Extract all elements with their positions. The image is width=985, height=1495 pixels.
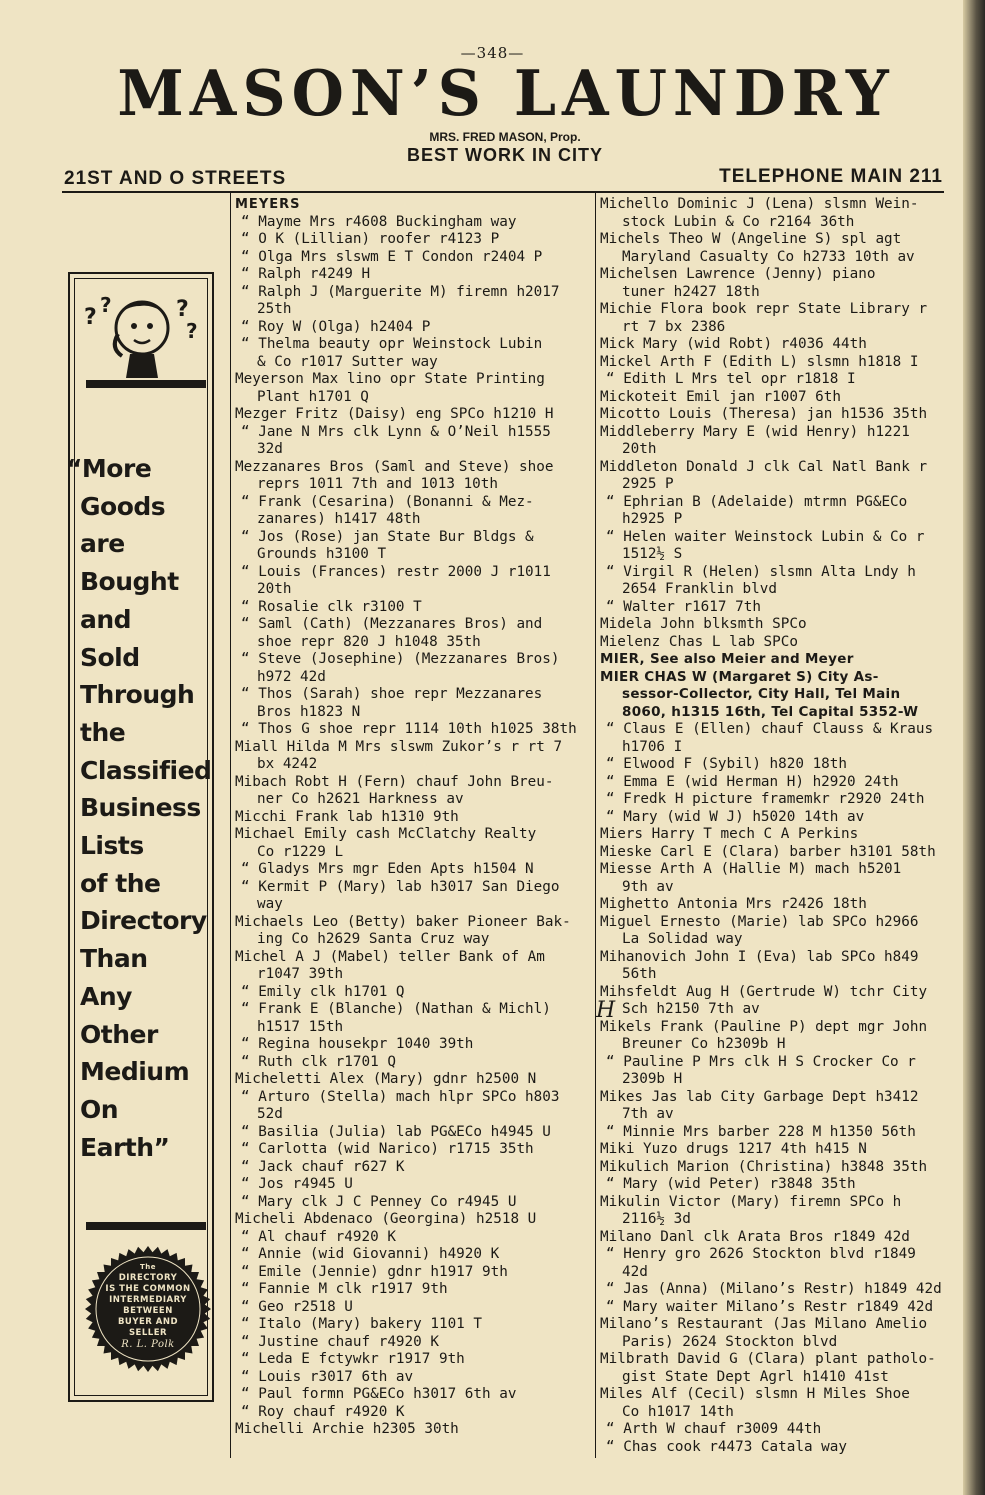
seal-line: INTERMEDIARY <box>109 1295 187 1305</box>
directory-entry-line: “ Mary waiter Milano’s Restr r1849 42d <box>606 1298 934 1315</box>
directory-entry-line: “ Thos (Sarah) shoe repr Mezzanares <box>241 686 543 702</box>
directory-entry-line: Miki Yuzo drugs 1217 4th h415 N <box>600 1141 867 1157</box>
handwritten-margin-mark: H <box>596 998 616 1023</box>
directory-entry-line: “ Leda E fctywkr r1917 9th <box>241 1351 465 1367</box>
directory-entry-line: 2309b H <box>622 1071 683 1087</box>
directory-entry-line: bx 4242 <box>257 756 318 772</box>
directory-entry-line: “ Roy W (Olga) h2404 P <box>241 318 431 335</box>
seal-signature: R. L. Polk <box>121 1339 175 1350</box>
directory-entry-line: “ Helen waiter Weinstock Lubin & Co r <box>606 528 925 545</box>
directory-entry-line: reprs 1011 7th and 1013 10th <box>257 476 499 492</box>
ad-divider-top <box>86 380 206 388</box>
directory-entry-line: Mibach Robt H (Fern) chauf John Breu- <box>235 773 554 790</box>
seal-line: BUYER AND SELLER <box>117 1317 179 1338</box>
directory-entry-line: Mickoteit Emil jan r1007 6th <box>600 388 842 405</box>
directory-entry-line: Mikulin Victor (Mary) firemn SPCo h <box>600 1193 902 1210</box>
ad-slogan-line: Goods <box>80 491 166 521</box>
directory-entry-line: zanares) h1417 48th <box>257 511 421 527</box>
advertiser-slogan: BEST WORK IN CITY <box>407 145 603 165</box>
directory-entry-line: Mikulich Marion (Christina) h3848 35th <box>600 1158 928 1175</box>
directory-entry-line: “ Thos G shoe repr 1114 10th h1025 38th <box>241 721 577 737</box>
ad-slogan-line: Business <box>80 793 201 823</box>
directory-entry-line: ner Co h2621 Harkness av <box>257 791 464 807</box>
directory-entry-line: “ Chas cook r4473 Catala way <box>606 1438 848 1455</box>
directory-entry-line: “ Fredk H picture framemkr r2920 24th <box>606 791 925 807</box>
directory-entry-line: Miguel Ernesto (Marie) lab SPCo h2966 <box>600 913 919 930</box>
directory-entry-line: 1512½ S <box>622 546 683 562</box>
directory-entry-line: Michel A J (Mabel) teller Bank of Am <box>235 948 545 965</box>
directory-entry-line: 20th <box>257 581 292 597</box>
directory-entry-line: “ Minnie Mrs barber 228 M h1350 56th <box>606 1123 916 1140</box>
ad-slogan-line: are <box>80 529 125 559</box>
column-divider-left <box>230 193 231 1458</box>
svg-text:?: ? <box>186 319 198 343</box>
directory-entry-line: Bros h1823 N <box>257 703 361 720</box>
directory-entry-line: Mighetto Antonia Mrs r2426 18th <box>600 896 867 912</box>
ad-slogan-line: Medium <box>80 1057 190 1087</box>
advertiser-address: 21ST AND O STREETS <box>64 168 287 189</box>
directory-entry-line: Miers Harry T mech C A Perkins <box>600 826 859 842</box>
directory-entry-line: shoe repr 820 J h1048 35th <box>257 633 481 650</box>
directory-entry-line: Plant h1701 Q <box>257 388 369 405</box>
directory-entry-line: “ Thelma beauty opr Weinstock Lubin <box>241 336 543 352</box>
directory-entry-line: Mickel Arth F (Edith L) slsmn h1818 I <box>600 353 919 370</box>
directory-entry-line: & Co r1017 Sutter way <box>257 353 438 370</box>
directory-entry-line: “ Jack chauf r627 K <box>241 1158 405 1175</box>
directory-entry-line: “ Ephrian B (Adelaide) mtrmn PG&ECo <box>606 493 908 510</box>
directory-entry-line: Micheletti Alex (Mary) gdnr h2500 N <box>235 1071 537 1087</box>
directory-entry-line: “ Edith L Mrs tel opr r1818 I <box>606 371 856 387</box>
directory-entry-line: “ Al chauf r4920 K <box>241 1228 396 1245</box>
directory-entry-line: “ Jos (Rose) jan State Bur Bldgs & <box>241 528 534 545</box>
directory-entry-line: 7th av <box>622 1106 674 1122</box>
directory-entry-line: Michello Dominic J (Lena) slsmn Wein- <box>600 196 919 212</box>
directory-entry-line: Micchi Frank lab h1310 9th <box>235 808 459 825</box>
ad-slogan-line: Earth” <box>80 1132 170 1162</box>
directory-entry-line: MIER, See also Meier and Meyer <box>600 651 854 667</box>
directory-entry-line: “ Arth W chauf r3009 44th <box>606 1421 822 1437</box>
seal-line: DIRECTORY <box>118 1273 178 1283</box>
directory-entry-line: “ Olga Mrs slswm E T Condon r2404 P <box>241 248 543 265</box>
directory-entry-line: “ Ruth clk r1701 Q <box>241 1053 396 1070</box>
directory-entry-line: Mihsfeldt Aug H (Gertrude W) tchr City <box>600 983 928 1000</box>
thinking-boy-illustration <box>80 286 204 394</box>
directory-entry-line: ing Co h2629 Santa Cruz way <box>257 931 490 947</box>
ad-slogan-line: Directory <box>80 906 207 936</box>
directory-entry-line: Co r1229 L <box>257 843 344 860</box>
directory-entry-line: “ Paul formn PG&ECo h3017 6th av <box>241 1386 517 1402</box>
directory-entry-line: 56th <box>622 966 657 982</box>
directory-entry-line: 52d <box>257 1106 283 1122</box>
directory-entry-line: Milbrath David G (Clara) plant patholo- <box>600 1351 936 1367</box>
directory-entry-line: “ Gladys Mrs mgr Eden Apts h1504 N <box>241 861 534 877</box>
ad-slogan-line: Any <box>80 981 132 1011</box>
directory-entry-line: Breuner Co h2309b H <box>622 1036 786 1052</box>
directory-entry-line: Grounds h3100 T <box>257 546 387 562</box>
directory-entry-line: “ Basilia (Julia) lab PG&ECo h4945 U <box>241 1123 551 1140</box>
directory-entry-line: Miesse Arth A (Hallie M) mach h5201 <box>600 861 902 877</box>
directory-entry-line: Mezger Fritz (Daisy) eng SPCo h1210 H <box>235 406 554 422</box>
directory-entry-line: Michels Theo W (Angeline S) spl agt <box>600 231 902 247</box>
directory-entry-line: Mielenz Chas L lab SPCo <box>600 633 798 650</box>
directory-entry-line: Mikels Frank (Pauline P) dept mgr John <box>600 1018 928 1035</box>
directory-entry-line: “ Emma E (wid Herman H) h2920 24th <box>606 773 899 790</box>
directory-entry-line: MIER CHAS W (Margaret S) City As- <box>600 668 879 685</box>
directory-entry-line: rt 7 bx 2386 <box>622 318 726 335</box>
directory-entry-line: Sch h2150 7th av <box>622 1001 760 1017</box>
directory-entry-line: “ Mary (wid Peter) r3848 35th <box>606 1176 856 1192</box>
directory-entry-line: “ Justine chauf r4920 K <box>241 1333 439 1350</box>
directory-entry-line: h1706 I <box>622 738 683 755</box>
directory-entry-line: stock Lubin & Co r2164 36th <box>622 213 855 230</box>
directory-entry-line: 2925 P <box>622 476 674 492</box>
directory-entry-line: Mikes Jas lab City Garbage Dept h3412 <box>600 1088 919 1105</box>
surname-header: MEYERS <box>235 197 301 212</box>
directory-entry-line: Michaels Leo (Betty) baker Pioneer Bak- <box>235 913 571 930</box>
directory-entry-line: “ Mary (wid W J) h5020 14th av <box>606 808 865 825</box>
directory-entry-line: “ Elwood F (Sybil) h820 18th <box>606 756 848 772</box>
ad-slogan-line: and <box>80 604 132 634</box>
directory-entry-line: Micheli Abdenaco (Georgina) h2518 U <box>235 1211 537 1227</box>
directory-entry-line: Maryland Casualty Co h2733 10th av <box>622 248 915 265</box>
directory-entry-line: way <box>257 896 283 912</box>
directory-entry-line: “ Jane N Mrs clk Lynn & O’Neil h1555 <box>241 423 551 440</box>
directory-entry-line: “ Mary clk J C Penney Co r4945 U <box>241 1193 517 1210</box>
directory-entry-line: “ Regina housekpr 1040 39th <box>241 1036 474 1052</box>
directory-entry-line: “ Kermit P (Mary) lab h3017 San Diego <box>241 878 560 895</box>
directory-entry-line: Midela John blksmth SPCo <box>600 616 807 632</box>
ad-slogan-line: “More <box>66 454 152 483</box>
directory-entry-line: Miles Alf (Cecil) slsmn H Miles Shoe <box>600 1386 910 1402</box>
ad-slogan-line: Bought <box>80 567 179 597</box>
directory-entry-line: Mezzanares Bros (Saml and Steve) shoe <box>235 458 554 475</box>
directory-entry-line: h1517 15th <box>257 1018 344 1035</box>
directory-entry-line: “ Claus E (Ellen) chauf Clauss & Kraus <box>606 721 934 737</box>
directory-entry-line: “ Mayme Mrs r4608 Buckingham way <box>241 213 517 230</box>
directory-entry-line: r1047 39th <box>257 966 344 982</box>
svg-text:?: ? <box>100 293 112 317</box>
directory-entry-line: “ Jas (Anna) (Milano’s Restr) h1849 42d <box>606 1281 942 1297</box>
directory-entry-line: 25th <box>257 301 292 317</box>
directory-entry-line: Micotto Louis (Theresa) jan h1536 35th <box>600 406 928 422</box>
directory-entry-line: Mihanovich John I (Eva) lab SPCo h849 <box>600 948 919 965</box>
directory-entry-line: “ Carlotta (wid Narico) r1715 35th <box>241 1141 534 1157</box>
ad-slogan-line: Lists <box>80 831 144 861</box>
directory-entry-line: “ Emily clk h1701 Q <box>241 983 405 1000</box>
ad-slogan-line: of the <box>80 868 161 898</box>
directory-entry-line: 8060, h1315 16th, Tel Capital 5352-W <box>622 703 919 720</box>
directory-entry-line: h972 42d <box>257 668 326 685</box>
directory-entry-line: La Solidad way <box>622 931 743 947</box>
ad-slogan-line: Than <box>80 944 148 974</box>
directory-entry-line: “ Jos r4945 U <box>241 1176 353 1192</box>
directory-entry-line: “ Pauline P Mrs clk H S Crocker Co r <box>606 1053 916 1070</box>
directory-entry-line: Michelli Archie h2305 30th <box>235 1421 459 1437</box>
directory-entry-line: “ Virgil R (Helen) slsmn Alta Lndy h <box>606 563 916 580</box>
directory-entry-line: Milano Danl clk Arata Bros r1849 42d <box>600 1228 910 1245</box>
directory-entry-line: “ Emile (Jennie) gdnr h1917 9th <box>241 1263 508 1280</box>
directory-entry-line: Milano’s Restaurant (Jas Milano Amelio <box>600 1316 928 1332</box>
directory-entry-line: Middleberry Mary E (wid Henry) h1221 <box>600 423 910 440</box>
listings-column-middle <box>235 196 590 1439</box>
directory-entry-line: “ Arturo (Stella) mach hlpr SPCo h803 <box>241 1088 560 1105</box>
directory-entry-line: Mieske Carl E (Clara) barber h3101 58th <box>600 843 936 860</box>
seal-line: BETWEEN <box>123 1306 173 1316</box>
directory-entry-line: 32d <box>257 441 283 457</box>
page-number: —348— <box>460 44 525 62</box>
directory-entry-line: Paris) 2624 Stockton blvd <box>622 1333 838 1350</box>
directory-entry-line: “ Rosalie clk r3100 T <box>241 598 422 615</box>
directory-entry-line: “ Louis r3017 6th av <box>241 1368 414 1385</box>
directory-entry-line: Middleton Donald J clk Cal Natl Bank r <box>600 458 928 475</box>
proprietor-line: MRS. FRED MASON, Prop. <box>429 130 581 144</box>
directory-entry-line: Michelsen Lawrence (Jenny) piano <box>600 266 876 282</box>
directory-entry-line: Co h1017 14th <box>622 1403 734 1420</box>
directory-entry-line: Mick Mary (wid Robt) r4036 44th <box>600 336 867 352</box>
directory-entry-line: sessor-Collector, City Hall, Tel Main <box>622 686 901 702</box>
directory-entry-line: “ O K (Lillian) roofer r4123 P <box>241 231 500 247</box>
directory-entry-line: Michie Flora book repr State Library r <box>600 301 928 317</box>
svg-text:?: ? <box>84 305 97 330</box>
seal-text <box>100 1262 196 1350</box>
listings-column-right <box>600 196 950 1456</box>
ad-slogan <box>66 450 212 1166</box>
ad-divider-bottom <box>86 1222 206 1230</box>
directory-entry-line: “ Frank (Cesarina) (Bonanni & Mez- <box>241 493 534 510</box>
directory-entry-line: “ Frank E (Blanche) (Nathan & Michl) <box>241 1001 551 1017</box>
ad-slogan-line: the <box>80 717 126 747</box>
directory-entry-line: “ Henry gro 2626 Stockton blvd r1849 <box>606 1246 916 1262</box>
seal-line: The <box>139 1263 156 1271</box>
directory-entry-line: 42d <box>622 1263 648 1280</box>
directory-entry-line: 2116½ 3d <box>622 1211 691 1227</box>
svg-text:?: ? <box>176 297 189 322</box>
seal-line: IS THE COMMON <box>105 1284 191 1294</box>
directory-entry-line: 9th av <box>622 878 674 895</box>
directory-entry-line: “ Annie (wid Giovanni) h4920 K <box>241 1246 500 1262</box>
directory-entry-line: “ Steve (Josephine) (Mezzanares Bros) <box>241 651 560 667</box>
directory-entry-line: gist State Dept Agrl h1410 41st <box>622 1368 889 1385</box>
book-binding-edge <box>963 0 985 1495</box>
directory-entry-line: h2925 P <box>622 511 683 527</box>
directory-entry-line: 2654 Franklin blvd <box>622 581 777 597</box>
ad-slogan-line: On <box>80 1094 119 1124</box>
column-divider-right <box>595 193 596 1458</box>
directory-entry-line: “ Italo (Mary) bakery 1101 T <box>241 1316 483 1332</box>
directory-entry-line: “ Ralph J (Marguerite M) firemn h2017 <box>241 283 560 300</box>
ad-slogan-line: Sold <box>80 642 140 672</box>
directory-entry-line: “ Saml (Cath) (Mezzanares Bros) and <box>241 616 543 632</box>
directory-entry-line: “ Roy chauf r4920 K <box>241 1403 405 1420</box>
directory-entry-line: “ Fannie M clk r1917 9th <box>241 1281 448 1297</box>
ad-slogan-line: Through <box>80 680 195 710</box>
ad-slogan-line: Other <box>80 1019 158 1049</box>
directory-entry-line: “ Walter r1617 7th <box>606 598 761 615</box>
directory-entry-line: “ Louis (Frances) restr 2000 J r1011 <box>241 563 551 580</box>
directory-entry-line: Michael Emily cash McClatchy Realty <box>235 826 537 842</box>
advertiser-title: MASON’S LAUNDRY <box>117 57 895 131</box>
directory-entry-line: “ Ralph r4249 H <box>241 266 371 282</box>
directory-entry-line: tuner h2427 18th <box>622 283 760 300</box>
advertiser-telephone: TELEPHONE MAIN 211 <box>719 166 943 187</box>
directory-entry-line: Miall Hilda M Mrs slswm Zukor’s r rt 7 <box>235 738 563 755</box>
directory-entry-line: 20th <box>622 441 657 457</box>
directory-entry-line: “ Geo r2518 U <box>241 1298 353 1315</box>
directory-entry-line: Meyerson Max lino opr State Printing <box>235 371 545 387</box>
ad-slogan-line: Classified <box>80 755 212 785</box>
header-rule <box>62 191 944 193</box>
